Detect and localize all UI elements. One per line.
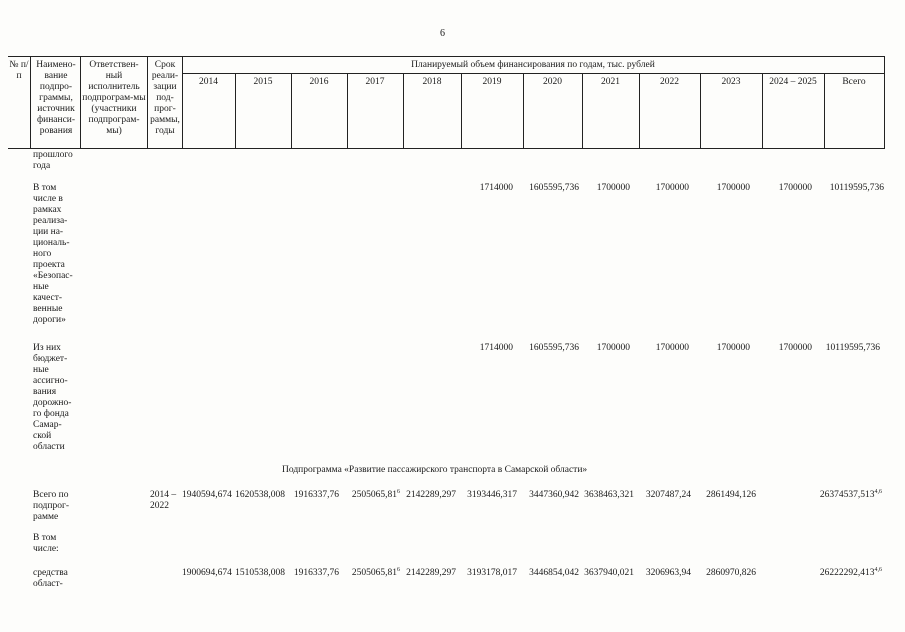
cell-2023: 2861494,126 [706, 490, 756, 500]
cell-2015: 1620538,008 [235, 490, 285, 500]
row-label: прошлого года [33, 150, 73, 171]
cell-2022: 3206963,94 [645, 568, 691, 578]
years-row-border [182, 73, 884, 74]
cell-2019: 1714000 [479, 183, 513, 193]
row-label: Из них бюджет-ные ассигно-вания дорожно-го фонда Самар-ской области [33, 343, 72, 452]
subprogram-title: Подпрограмма «Развитие пассажирского транспорта в Самарской области» [282, 465, 588, 475]
year-2021: 2021 [601, 77, 620, 87]
row-label: Всего по подпрог-рамме [33, 490, 70, 522]
year-2023: 2023 [721, 77, 741, 87]
cell-2018: 2142289,297 [406, 568, 456, 578]
page-number: 6 [440, 28, 445, 39]
cell-2023: 1700000 [716, 183, 750, 193]
col-border [762, 73, 763, 149]
cell-2021: 1700000 [596, 343, 630, 353]
cell-2017 [347, 568, 400, 578]
year-2016: 2016 [309, 77, 329, 87]
cell-value: 2505065,81 [351, 490, 397, 500]
cell-2024-2025: 1700000 [778, 183, 812, 193]
cell-2023: 1700000 [716, 343, 750, 353]
cell-2020: 3446854,042 [529, 568, 579, 578]
cell-2019: 3193446,317 [467, 490, 517, 500]
year-total: Всего [842, 77, 866, 87]
cell-2022: 3207487,24 [645, 490, 691, 500]
header-col-financing: Планируемый объем финансирования по годам, тыс. рублей [411, 60, 655, 70]
year-2014: 2014 [199, 77, 218, 87]
cell-2018: 2142289,297 [406, 490, 456, 500]
cell-2022: 1700000 [655, 183, 689, 193]
year-2018: 2018 [422, 77, 442, 87]
cell-2020: 3447360,942 [529, 490, 579, 500]
footnote-mark: 4,6 [874, 488, 882, 495]
row-term: 2014 – 2022 [150, 490, 177, 511]
col-border [884, 56, 885, 149]
footnote-mark: 4,6 [874, 566, 882, 573]
row-label: В том числе: [33, 533, 59, 554]
cell-value: 26374537,513 [819, 490, 875, 500]
year-2019: 2019 [482, 77, 502, 87]
cell-2016: 1916337,76 [293, 568, 339, 578]
cell-total: 10119595,736 [825, 343, 880, 353]
footnote-mark: 6 [397, 488, 400, 495]
table-top-border [8, 56, 884, 57]
header-col-responsible: Ответствен-ный исполнитель подпрограм-мы (участники подпрограм-мы) [82, 60, 146, 136]
year-2017: 2017 [365, 77, 385, 87]
row-label: средства област- [33, 568, 68, 589]
cell-2023: 2860970,826 [706, 568, 756, 578]
cell-total [814, 568, 882, 578]
cell-2022: 1700000 [655, 343, 689, 353]
cell-2021: 3637940,021 [584, 568, 634, 578]
year-2020: 2020 [543, 77, 562, 87]
cell-2014: 1900694,674 [182, 568, 232, 578]
cell-2021: 1700000 [596, 183, 630, 193]
row-label: В том числе в рамках реализа-ции на-циональ-ного проекта «Безопас-ные качест-венные дороги» [33, 183, 73, 325]
cell-2014: 1940594,674 [182, 490, 232, 500]
col-border [80, 56, 81, 149]
cell-2019: 3193178,017 [467, 568, 517, 578]
cell-value: 2505065,81 [351, 568, 397, 578]
cell-2017 [347, 490, 400, 500]
cell-value: 26222292,413 [819, 568, 875, 578]
cell-total: 10119595,736 [829, 183, 884, 193]
year-2024-2025: 2024 – 2025 [769, 77, 817, 87]
cell-2024-2025: 1700000 [778, 343, 812, 353]
col-border [147, 56, 148, 149]
cell-2016: 1916337,76 [293, 490, 339, 500]
col-border [30, 56, 31, 149]
header-col-no: № п/п [9, 60, 29, 81]
cell-2019: 1714000 [479, 343, 513, 353]
footnote-mark: 6 [397, 566, 400, 573]
header-col-name: Наимено-вание подпро-граммы, источник финанси-рования [36, 60, 76, 136]
header-bottom-border [8, 148, 884, 149]
year-2015: 2015 [253, 77, 273, 87]
cell-2020: 1605595,736 [529, 343, 579, 353]
cell-2020: 1605595,736 [529, 183, 579, 193]
cell-total [814, 490, 882, 500]
cell-2015: 1510538,008 [235, 568, 285, 578]
cell-2021: 3638463,321 [584, 490, 634, 500]
header-col-term: Срок реали-зации под-прог-раммы, годы [150, 60, 180, 136]
year-2022: 2022 [660, 77, 679, 87]
